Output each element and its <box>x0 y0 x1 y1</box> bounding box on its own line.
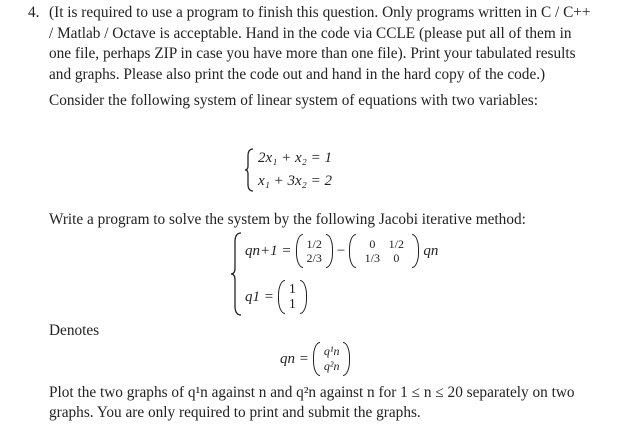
matrix-entry: 0 <box>393 251 400 265</box>
qn: qn <box>423 243 439 259</box>
matrix-entry: 0 <box>369 237 376 251</box>
equation-2: x₁ + 3x₂ = 2 <box>258 173 332 189</box>
intro-line: (It is required to use a program to finish this question. Only programs written in C / C++ <box>49 4 591 21</box>
matrix-entry: 1/3 <box>364 251 380 265</box>
left-paren <box>349 234 356 268</box>
vector-entry: 1 <box>288 297 296 312</box>
jacobi-initial <box>245 280 307 314</box>
matrix-entry: 1/2 <box>388 237 404 251</box>
right-paren <box>412 234 419 268</box>
intro-line: and graphs. Please also print the code out and hand in the hard copy of the code.) <box>49 66 546 83</box>
matrix <box>360 237 408 265</box>
lhs: qn+1 = <box>245 243 292 259</box>
right-paren <box>326 234 333 268</box>
q1-lhs: q1 = <box>245 289 274 305</box>
denotes-text: Denotes <box>49 322 100 339</box>
right-paren <box>343 342 350 376</box>
write-text: Write a program to solve the system by the following Jacobi iterative method: <box>49 211 526 228</box>
jacobi-update <box>245 234 438 268</box>
left-brace <box>244 148 254 192</box>
left-paren <box>296 234 303 268</box>
qdef-bottom: q²n <box>323 359 340 373</box>
initial-vector <box>289 282 296 312</box>
vector-entry: 2/3 <box>306 251 322 265</box>
intro-line: one file, perhaps ZIP in case you have more than one file). Print your tabulated results <box>49 45 576 62</box>
vector <box>307 237 322 265</box>
q-definition <box>280 342 350 376</box>
minus: − <box>336 243 346 259</box>
qdef-vector <box>324 344 340 374</box>
vector-entry: 1/2 <box>306 237 322 251</box>
intro-line: / Matlab / Octave is acceptable. Hand in the code via CCLE (please put all of them in <box>49 25 572 42</box>
qdef-top: q¹n <box>323 344 340 358</box>
plot-line: Plot the two graphs of q¹n against n and q²n against n for 1 ≤ n ≤ 20 separately on two <box>49 384 575 401</box>
left-paren <box>313 342 320 376</box>
equation-1: 2x₁ + x₂ = 1 <box>258 150 332 166</box>
plot-line: graphs. You are only required to print and submit the graphs. <box>49 404 421 421</box>
vector-entry: 1 <box>288 282 296 297</box>
question-number: 4. <box>28 4 40 21</box>
right-paren <box>300 280 307 314</box>
consider-text: Consider the following system of linear system of equations with two variables: <box>49 92 538 109</box>
left-paren <box>278 280 285 314</box>
left-brace <box>230 232 242 316</box>
qdef-lhs: qn = <box>280 351 309 367</box>
